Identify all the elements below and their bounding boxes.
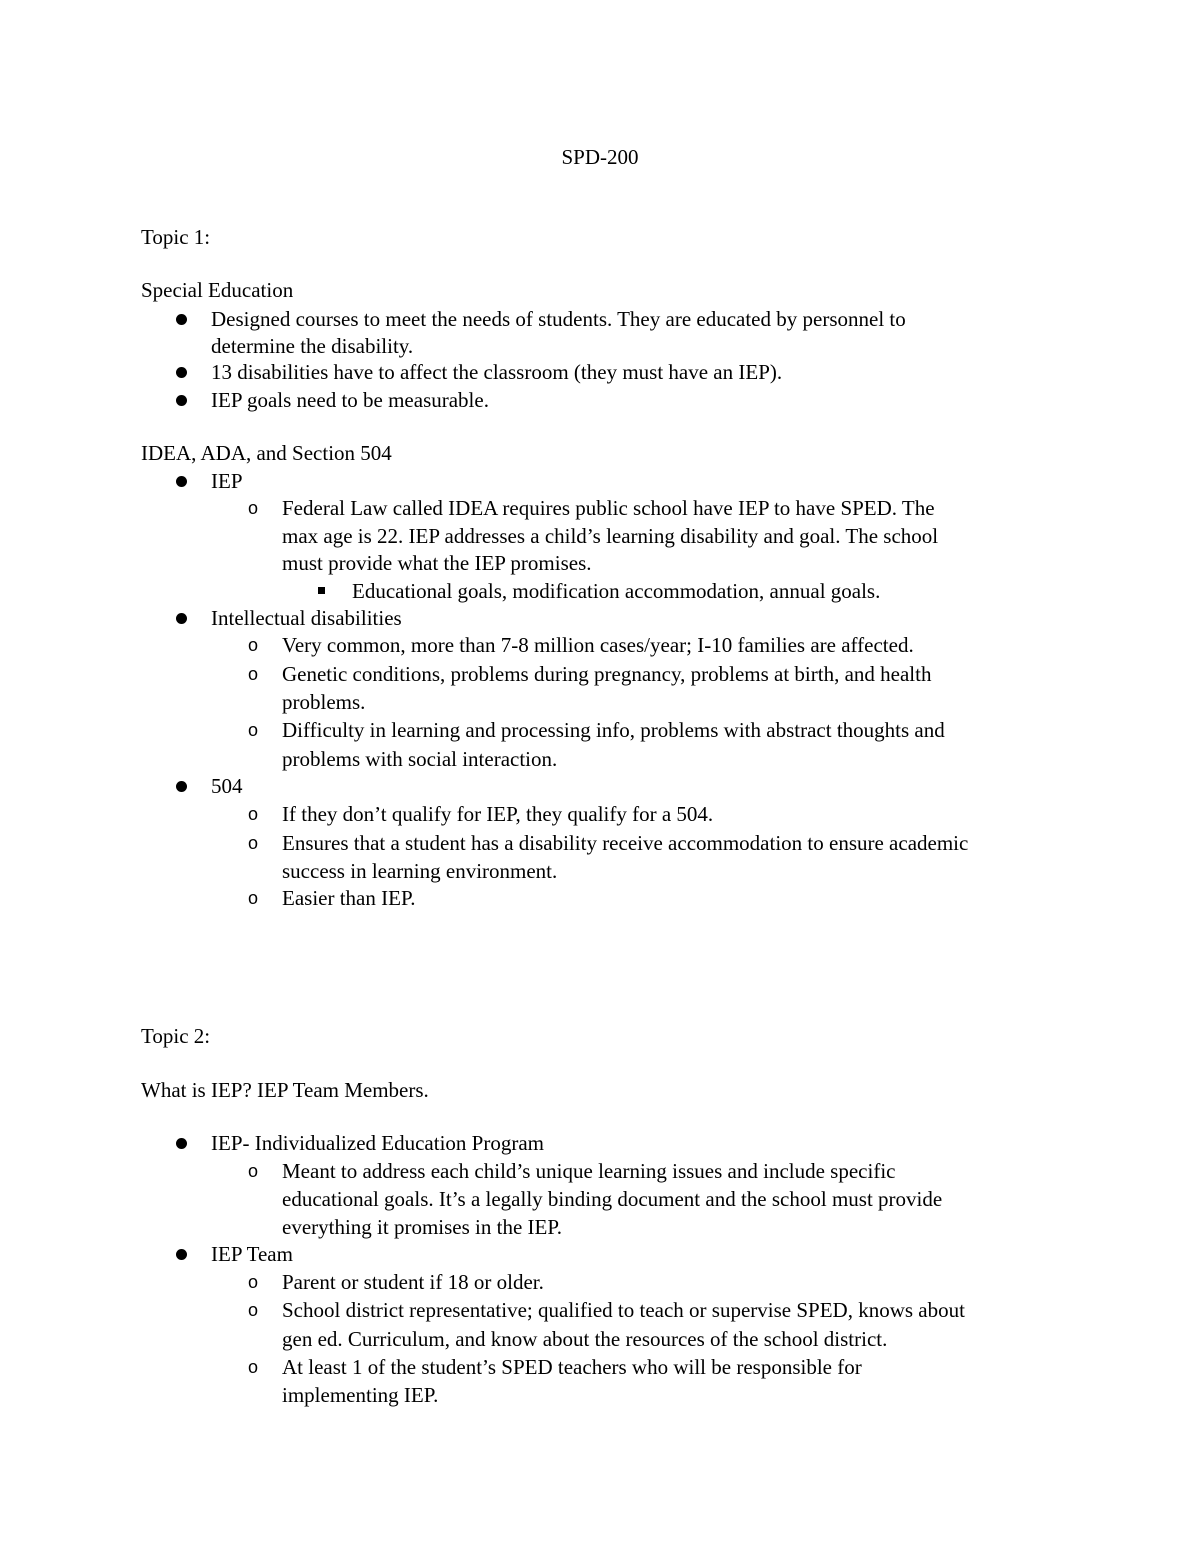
list-item-text: IEP	[211, 469, 243, 493]
document-title: SPD-200	[561, 145, 639, 169]
topic-1-heading: Topic 1:	[141, 225, 211, 249]
topic-2-heading: Topic 2:	[141, 1024, 211, 1048]
list-item-text: At least 1 of the student’s SPED teachers who will be responsible for	[282, 1355, 862, 1379]
list-item-text: Ensures that a student has a disability receive accommodation to ensure academic	[282, 831, 969, 855]
list-item-text: Difficulty in learning and processing info, problems with abstract thoughts and	[282, 718, 945, 742]
bullet-disc-icon	[176, 1138, 187, 1149]
list-item-text: gen ed. Curriculum, and know about the resources of the school district.	[282, 1327, 888, 1351]
bullet-circle-icon: o	[248, 664, 259, 684]
bullet-square-icon	[318, 587, 325, 594]
bullet-disc-icon	[176, 1249, 187, 1260]
bullet-circle-icon: o	[248, 1300, 259, 1320]
list-item-text: Intellectual disabilities	[211, 606, 402, 630]
list-item-text: Parent or student if 18 or older.	[282, 1270, 544, 1294]
list-item-text: Meant to address each child’s unique learning issues and include specific	[282, 1159, 896, 1183]
list-item-text: Very common, more than 7-8 million cases/year; I-10 families are affected.	[282, 633, 914, 657]
list-item-text: problems.	[282, 690, 366, 714]
list-item-text: 504	[211, 774, 243, 798]
bullet-disc-icon	[176, 395, 187, 406]
list-item-text: If they don’t qualify for IEP, they qualify for a 504.	[282, 802, 714, 826]
list-item-text: Genetic conditions, problems during pregnancy, problems at birth, and health	[282, 662, 932, 686]
bullet-circle-icon: o	[248, 498, 259, 518]
list-item-text: must provide what the IEP promises.	[282, 551, 592, 575]
bullet-disc-icon	[176, 476, 187, 487]
list-item-text: success in learning environment.	[282, 859, 558, 883]
section-heading-idea-ada-504: IDEA, ADA, and Section 504	[141, 441, 392, 465]
bullet-disc-icon	[176, 367, 187, 378]
bullet-circle-icon: o	[248, 804, 259, 824]
list-item-text: max age is 22. IEP addresses a child’s learning disability and goal. The school	[282, 524, 939, 548]
list-item-text: IEP- Individualized Education Program	[211, 1131, 544, 1155]
section-heading-special-education: Special Education	[141, 278, 294, 302]
bullet-circle-icon: o	[248, 720, 259, 740]
bullet-disc-icon	[176, 781, 187, 792]
bullet-disc-icon	[176, 613, 187, 624]
list-item-text: IEP Team	[211, 1242, 293, 1266]
list-item-text: problems with social interaction.	[282, 747, 558, 771]
bullet-circle-icon: o	[248, 1161, 259, 1181]
list-item-text: School district representative; qualified to teach or supervise SPED, knows about	[282, 1298, 965, 1322]
bullet-disc-icon	[176, 314, 187, 325]
section-heading-what-is-iep: What is IEP? IEP Team Members.	[141, 1078, 429, 1102]
bullet-circle-icon: o	[248, 833, 259, 853]
list-item-text: 13 disabilities have to affect the classroom (they must have an IEP).	[211, 360, 783, 384]
bullet-circle-icon: o	[248, 1272, 259, 1292]
list-item-text: determine the disability.	[211, 334, 414, 358]
list-item-text: Easier than IEP.	[282, 886, 416, 910]
list-item-text: everything it promises in the IEP.	[282, 1215, 562, 1239]
bullet-circle-icon: o	[248, 888, 259, 908]
bullet-circle-icon: o	[248, 1357, 259, 1377]
bullet-circle-icon: o	[248, 635, 259, 655]
list-item-text: implementing IEP.	[282, 1383, 439, 1407]
list-item-text: Federal Law called IDEA requires public school have IEP to have SPED. The	[282, 496, 935, 520]
list-item-text: educational goals. It’s a legally binding document and the school must provide	[282, 1187, 943, 1211]
list-item-text: IEP goals need to be measurable.	[211, 388, 489, 412]
list-item-text: Educational goals, modification accommodation, annual goals.	[352, 579, 881, 603]
list-item-text: Designed courses to meet the needs of students. They are educated by personnel to	[211, 307, 906, 331]
